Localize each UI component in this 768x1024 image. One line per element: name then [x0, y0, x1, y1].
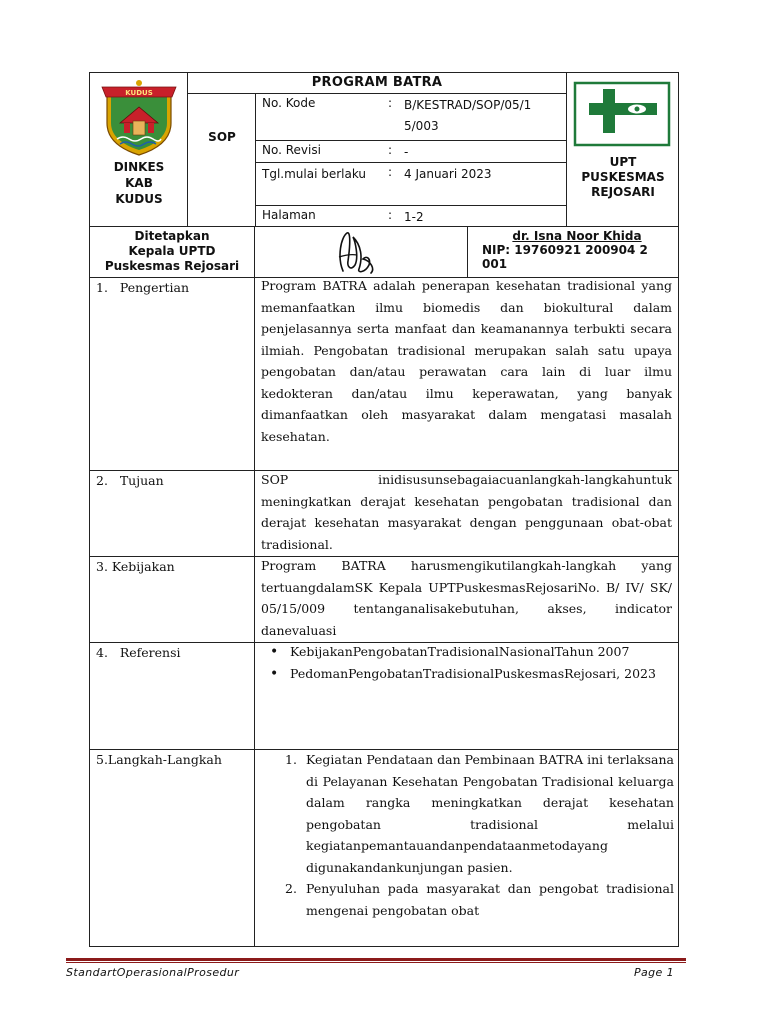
approval-line: Puskesmas Rejosari [104, 259, 240, 273]
section-label: 1. Pengertian [90, 278, 255, 470]
field-value: 1-2 [404, 210, 424, 224]
section-label: 5.Langkah-Langkah [90, 750, 255, 946]
org-line: DINKES [113, 160, 165, 174]
field-row-revisi [256, 141, 566, 163]
approver-name: dr. Isna Noor Khida [512, 229, 642, 243]
list-item: • PedomanPengobatanTradisionalPuskesmasRejosari, 2023 [256, 663, 676, 685]
section-text: Program BATRA adalah penerapan kesehatan tradisional yang memanfaatkan ilmu biomedis dan biokultural dalam penjelasannya serta manfaat dan keamanannya terbukti secara ilmiah. Pengobatan tradisional merupakan salah satu upaya pengobatan dan/atau perawatan cara lain di luar ilmu kedokteran dan/atau ilmu keperawatan, yang banyak dimanfaatkan oleh masyarakat dalam mengatasi masalah kesehatan. [261, 278, 672, 444]
puskesmas-logo-cell [566, 73, 678, 226]
section-text: SOP inidisusunsebagaiacuanlangkah-langkahuntuk meningkatkan derajat kesehatan pengobatan tradisional dan derajat kesehatan masyarakat dengan penggunaan obat-obat tradisional. [261, 472, 672, 552]
field-value: 4 Januari 2023 [404, 167, 492, 181]
org-line: PUSKESMAS [581, 170, 665, 184]
approver-nip: NIP: 19760921 200904 2 001 [482, 243, 648, 271]
approval-line: Kepala UPTD [128, 244, 216, 258]
steps-list [256, 749, 674, 921]
section-label: 2. Tujuan [90, 471, 255, 556]
field-key: No. Kode [262, 96, 316, 110]
field-row-halaman [256, 206, 566, 226]
section-pengertian [89, 278, 679, 471]
sop-label-cell [188, 94, 256, 226]
sop-label: SOP [208, 130, 236, 144]
signature-cell [255, 227, 468, 277]
org-line: REJOSARI [591, 185, 655, 199]
field-key: Halaman [262, 208, 316, 222]
step-text: Penyuluhan pada masyarakat dan pengobat tradisional mengenai pengobatan obat [306, 881, 674, 918]
reference-list [256, 641, 676, 685]
section-langkah [89, 750, 679, 947]
puskesmas-cross-icon [567, 73, 679, 153]
field-row-kode [256, 94, 566, 141]
list-item: • KebijakanPengobatanTradisionalNasionalTahun 2007 [256, 641, 676, 663]
field-value: - [404, 145, 409, 159]
approval-row [89, 227, 679, 278]
org-line: KUDUS [115, 192, 163, 206]
section-text: Program BATRA harusmengikutilangkah-langkah yang tertuangdalamSK Kepala UPTPuskesmasRejosariNo. B/ IV/ SK/ 05/15/009 tentanganalisakebutuhan, akses, indicator danevaluasi [261, 558, 672, 638]
crest-banner-text: KUDUS [125, 89, 153, 97]
approval-authority [90, 227, 255, 277]
section-label: 4. Referensi [90, 643, 255, 749]
field-row-tgl [256, 163, 566, 206]
footer-page-number: Page 1 [634, 966, 675, 979]
field-sep: : [388, 143, 393, 157]
step-number: 2. [285, 881, 297, 896]
org-line: KAB [125, 176, 153, 190]
field-value: B/KESTRAD/SOP/05/1 5/003 [404, 98, 532, 133]
field-sep: : [388, 96, 393, 110]
list-item [256, 749, 674, 878]
approver-info [468, 227, 678, 277]
field-key: Tgl.mulai berlaku [262, 167, 367, 181]
dinkes-org-name [90, 159, 188, 207]
section-tujuan [89, 471, 679, 557]
field-key: No. Revisi [262, 143, 321, 157]
approval-line: Ditetapkan [134, 229, 210, 243]
section-label: 3. Kebijakan [90, 557, 255, 642]
kudus-crest-icon [90, 73, 188, 159]
header-fields [256, 94, 566, 226]
field-sep: : [388, 208, 393, 222]
footer-rule [66, 958, 686, 961]
footer-rule-thin [66, 962, 686, 963]
org-line: UPT [609, 155, 637, 169]
signature-icon [255, 227, 468, 277]
list-item [256, 878, 674, 921]
section-referensi [89, 643, 679, 750]
step-text: Kegiatan Pendataan dan Pembinaan BATRA ini terlaksana di Pelayanan Kesehatan Pengobatan Tradisional keluarga dalam rangka meningkatkan derajat kesehatan pengobatan tradisional melalui kegiatanpemantauandanpendataanmetodayang digunakandankunjungan pasien. [306, 752, 674, 875]
field-sep: : [388, 165, 393, 179]
sop-header-table [89, 72, 679, 227]
puskesmas-org-name [567, 155, 679, 200]
section-kebijakan [89, 557, 679, 643]
step-number: 1. [285, 752, 297, 767]
document-title: PROGRAM BATRA [188, 73, 566, 94]
footer-doc-label: StandartOperasionalProsedur [66, 966, 240, 979]
dinkes-logo-cell [90, 73, 188, 226]
